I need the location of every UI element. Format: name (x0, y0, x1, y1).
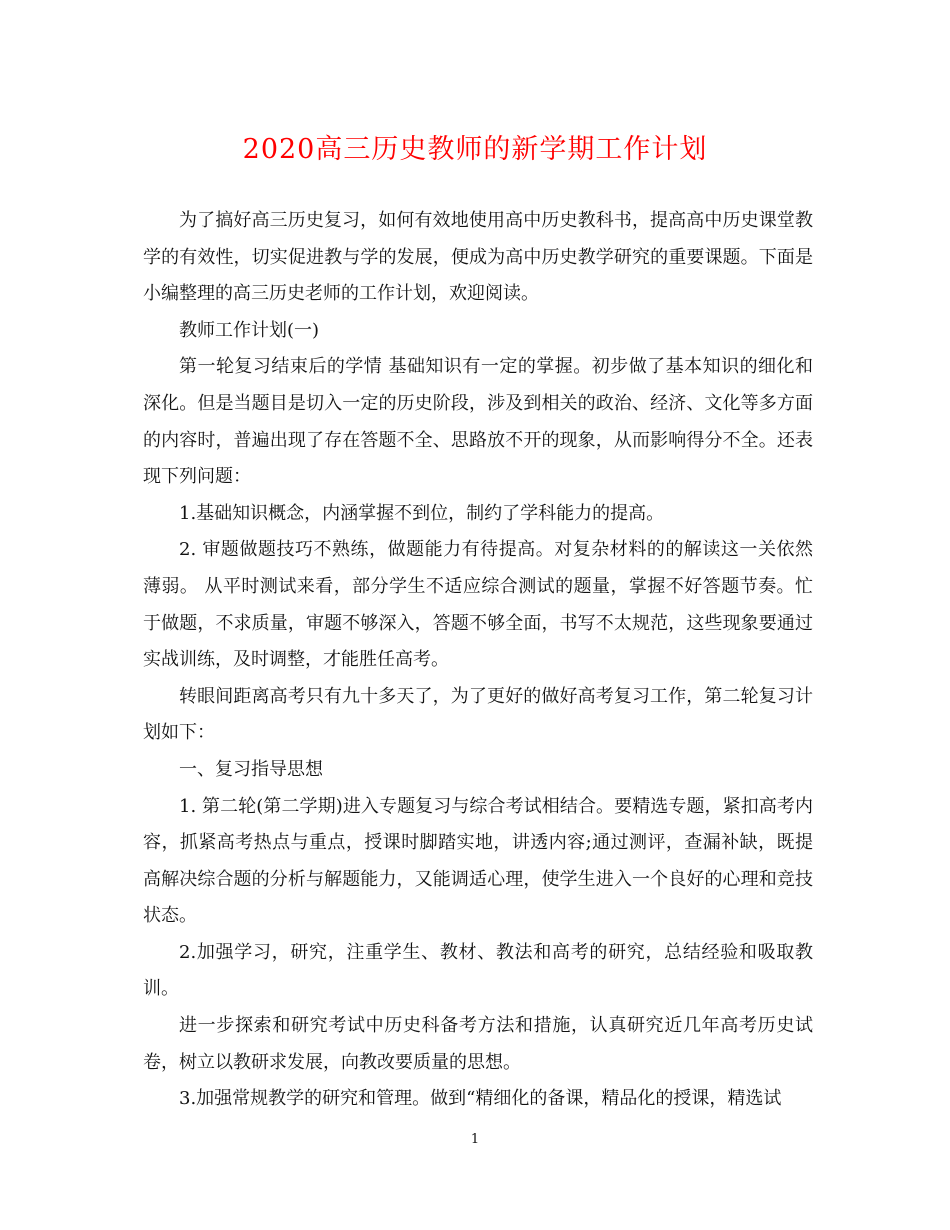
paragraph-guideline-3: 3.加强常规教学的研究和管理。做到“精细化的备课，精品化的授课，精选试 (179, 1088, 782, 1110)
paragraph-second-round: 转眼间距离高考只有九十多天了，为了更好的做好高考复习工作，第二轮复习计划如下： (143, 685, 813, 744)
paragraph-guideline-2: 2.加强学习，研究，注重学生、教材、教法和高考的研究，总结经验和吸取教训。 (143, 941, 813, 1000)
page-number: 1 (470, 1132, 480, 1147)
paragraph-learning-situation: 第一轮复习结束后的学情 基础知识有一定的掌握。初步做了基本知识的细化和深化。但是当题目是切入一定的历史阶段，涉及到相关的政治、经济、文化等多方面的内容时，普遍出现了存在答题不全、思路放不开的现象，从而影响得分不全。还表现下列问题： (143, 356, 813, 488)
document-title: 2020高三历史教师的新学期工作计划 (242, 134, 708, 165)
paragraph-guideline-1: 1. 第二轮(第二学期)进入专题复习与综合考试相结合。要精选专题，紧扣高考内容，抓紧高考热点与重点，授课时脚踏实地，讲透内容;通过测评，查漏补缺，既提高解决综合题的分析与解题能力，又能调适心理，使学生进入一个良好的心理和竞技状态。 (143, 795, 813, 927)
paragraph-plan-heading: 教师工作计划(一) (179, 319, 320, 341)
paragraph-problem-2: 2. 审题做题技巧不熟练，做题能力有待提高。对复杂材料的的解读这一关依然薄弱。 从平时测试来看，部分学生不适应综合测试的题量，掌握不好答题节奏。忙于做题，不求质量，审题不够深入，答题不够全面，书写不太规范，这些现象要通过实战训练，及时调整，才能胜任高考。 (143, 539, 813, 671)
section-heading-guiding-ideas: 一、复习指导思想 (179, 758, 323, 780)
document-body (143, 203, 813, 1118)
paragraph-research: 进一步探索和研究考试中历史科备考方法和措施，认真研究近几年高考历史试卷，树立以教研求发展，向教改要质量的思想。 (143, 1015, 813, 1073)
paragraph-intro: 为了搞好高三历史复习，如何有效地使用高中历史教科书，提高高中历史课堂教学的有效性，切实促进教与学的发展，便成为高中历史教学研究的重要课题。下面是小编整理的高三历史老师的工作计划，欢迎阅读。 (143, 210, 813, 305)
paragraph-problem-1: 1.基础知识概念，内涵掌握不到位，制约了学科能力的提高。 (179, 502, 665, 524)
